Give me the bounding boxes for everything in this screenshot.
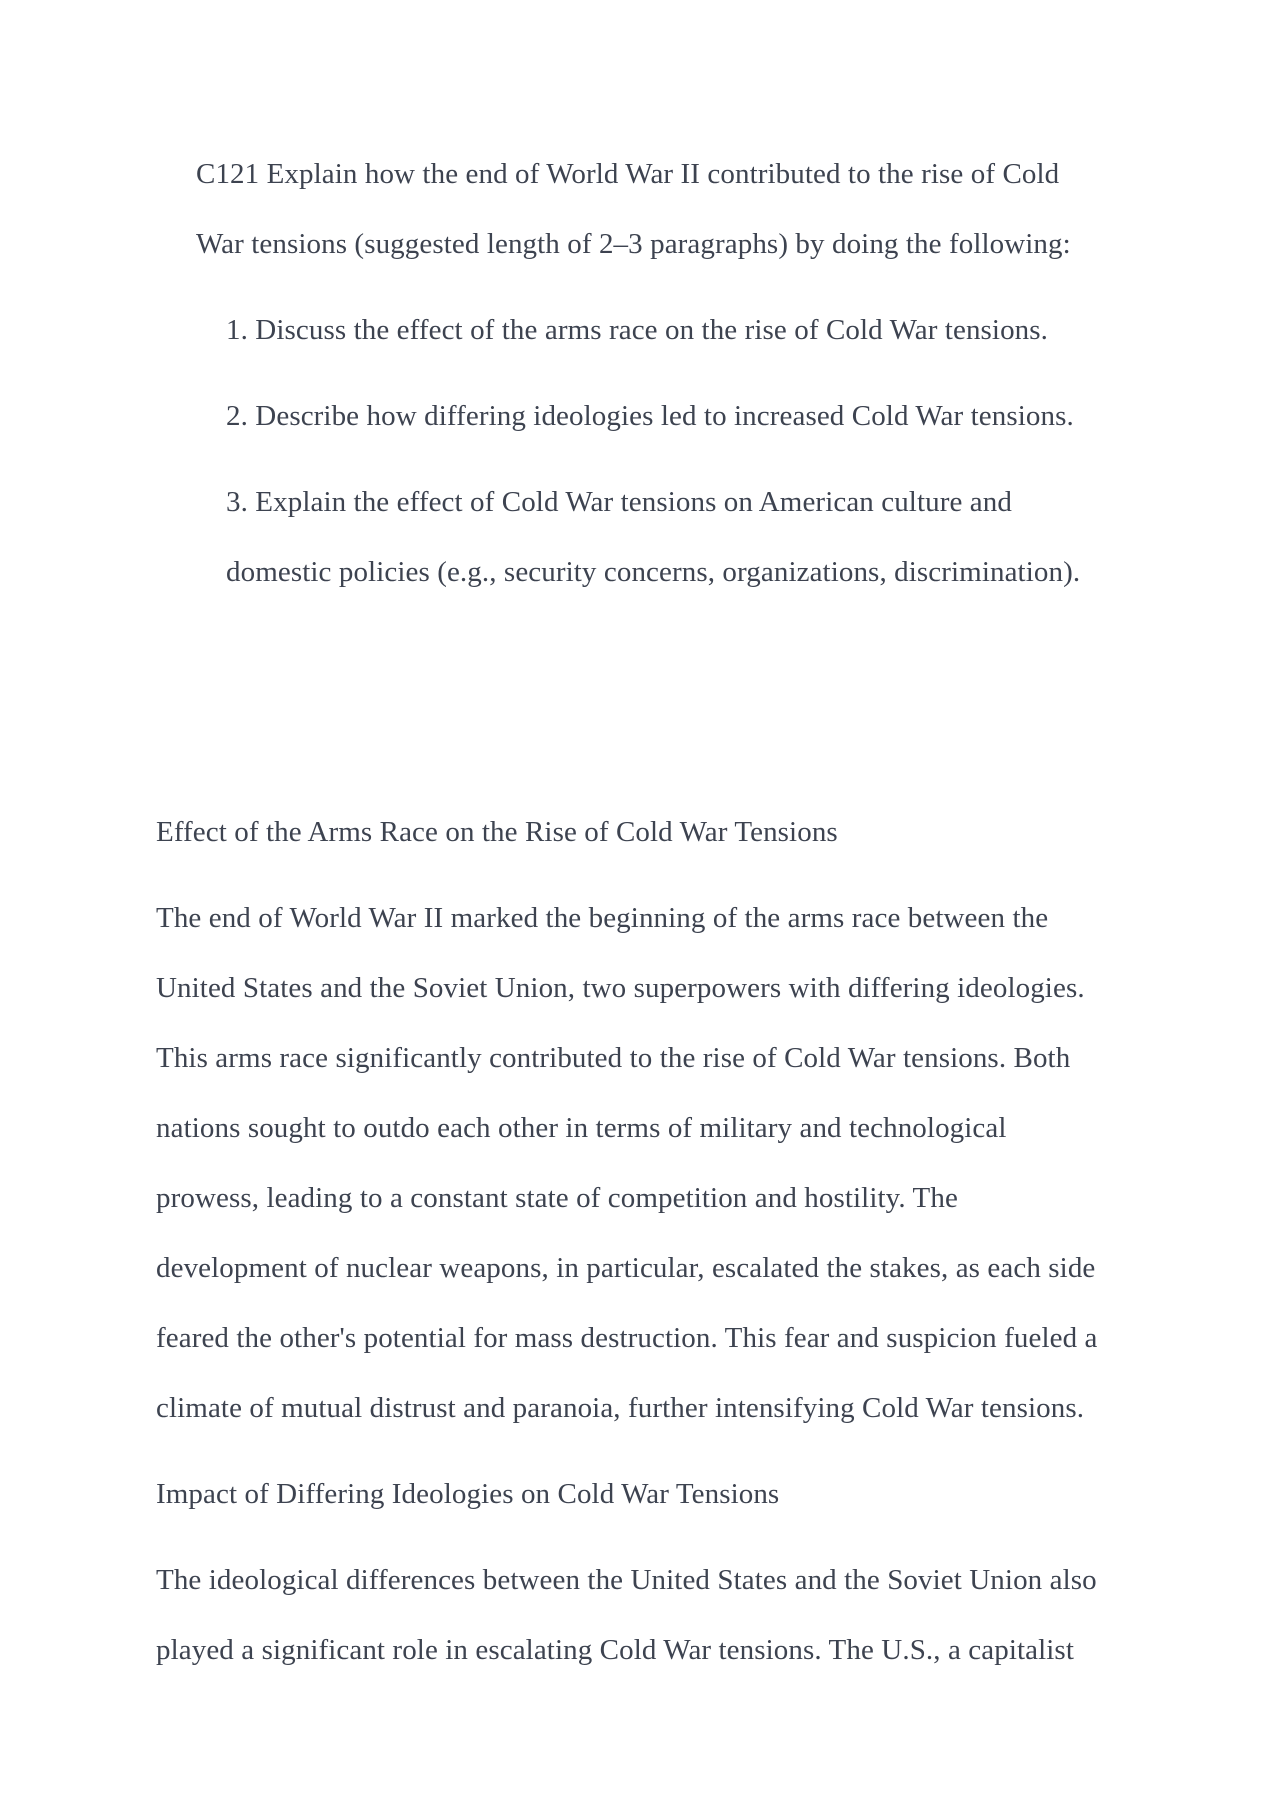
paragraph-line: This arms race significantly contributed to the rise of Cold War tensions. Both bbox=[156, 1042, 1071, 1074]
prompt-list-item-3-continued: domestic policies (e.g., security concerns, organizations, discrimination). bbox=[226, 556, 1081, 588]
section-heading-ideologies: Impact of Differing Ideologies on Cold War Tensions bbox=[156, 1478, 780, 1510]
prompt-list-item-2: 2. Describe how differing ideologies led to increased Cold War tensions. bbox=[226, 400, 1074, 432]
paragraph-line: climate of mutual distrust and paranoia, further intensifying Cold War tensions. bbox=[156, 1392, 1085, 1424]
prompt-intro-line: War tensions (suggested length of 2–3 paragraphs) by doing the following: bbox=[196, 228, 1071, 260]
paragraph-line: United States and the Soviet Union, two superpowers with differing ideologies. bbox=[156, 972, 1085, 1004]
paragraph-line: nations sought to outdo each other in terms of military and technological bbox=[156, 1112, 1007, 1144]
paragraph-line: development of nuclear weapons, in particular, escalated the stakes, as each side bbox=[156, 1252, 1096, 1284]
paragraph-line: feared the other's potential for mass destruction. This fear and suspicion fueled a bbox=[156, 1322, 1098, 1354]
paragraph-line: The ideological differences between the United States and the Soviet Union also bbox=[156, 1564, 1097, 1596]
paragraph-line: played a significant role in escalating Cold War tensions. The U.S., a capitalist bbox=[156, 1634, 1074, 1666]
prompt-intro-line: C121 Explain how the end of World War II contributed to the rise of Cold bbox=[196, 158, 1060, 190]
prompt-list-item-1: 1. Discuss the effect of the arms race on the rise of Cold War tensions. bbox=[226, 314, 1049, 346]
section-heading-arms-race: Effect of the Arms Race on the Rise of Cold War Tensions bbox=[156, 816, 838, 848]
prompt-list-item-3: 3. Explain the effect of Cold War tensions on American culture and bbox=[226, 486, 1012, 518]
paragraph-line: The end of World War II marked the beginning of the arms race between the bbox=[156, 902, 1049, 934]
paragraph-line: prowess, leading to a constant state of competition and hostility. The bbox=[156, 1182, 958, 1214]
